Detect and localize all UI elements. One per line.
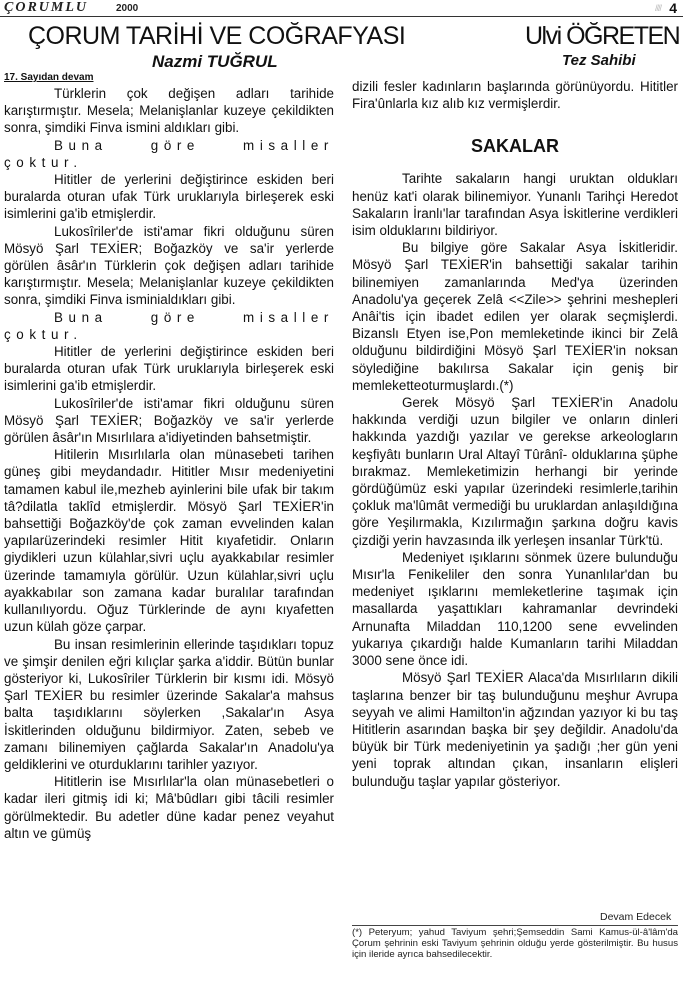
paragraph: Hititler de yerlerini değiştirince eskiden beri buralarda oturan ufak Türk uruklarıyla birleşerek eski isimlerini ga'ib etmişlerdir. [4,344,334,394]
paragraph: Türklerin çok değişen adları tarihide karıştırmıştır. Mesela; Melanişlanlar kuzeye çekildikten sonra, şimdiki Finva ismini aldıkları gibi. [4,86,334,136]
owner-role: Tez Sahibi [562,52,636,69]
paragraph: Mösyö Şarl TEXİER Alaca'da Mısırlıların dikili taşlarına benzer bir taş bulunduğunu meşhur Avrupa seyyah ve alimi Hamilton'in ağzından yazıyor ki bu taş Hititlerin asarından başka bir şey değildir. Anadolu'da büyük bir Türk medeniyetinin ya şadığı ;her gün yeni yeni toprak altından çıkan, insanların elişleri bulunduğu taşlar yapılar gösteriyor. [352,670,678,789]
paragraph: Buna göre misaller çoktur. [4,309,334,342]
footnote: (*) Peteryum; yahud Taviyum şehri;Şemseddin Sami Kamus-ül-â'lâm'da Çorum şehrinin eski Taviyum şehrinin olduğu yerde gösterilmiştir. Bu husus için ileride ayrıca bahsedilecektir. [352,927,678,960]
header-ornament: //// [654,3,661,13]
paragraph: Medeniyet ışıklarını sönmek üzere bulunduğu Mısır'la Fenikeliler den sonra Yunanlılar'dan bu medeniyet ışıklarını memleketlerine taşımak için masallarda yaşattıkları kahramanlar devrindeki Arnunafta Miladdan 110,1200 sene evvelinden yukarıya çıkardığı halde Kumanların tarihi Miladdan 3000 sene önce idi. [352,549,678,669]
paragraph: dizili fesler kadınların başlarında görünüyordu. Hititler Fira'ûnlarla kız alıb kız vermişlerdir. [352,79,678,112]
paragraph: Lukosîriler'de isti'amar fikri olduğunu süren Mösyö Şarl TEXİER; Boğazköy ve sa'ir yerlerde görülen âsâr'ın Mısırlılara a'idiyetinden bahsetmiştir. [4,395,334,446]
article-author: Nazmi TUĞRUL [152,52,278,71]
owner-name: Ulvi ÖĞRETEN [525,22,680,50]
page-number: 4 [669,0,677,16]
continued-from-note: 17. Sayıdan devam [4,72,94,83]
paragraph: Bu insan resimlerinin ellerinde taşıdıkları topuz ve şimşir denilen eğri kılıçlar şarka a'iddir. Bütün bunlar gösteriyor ki, Lukosîriler Türklerin bir kısmı idi. Mösyö Şarl TEXİER bu resimler üzerinde Sakalar'a mahsus balta taşıdıklarını söylerken ,Sakalar'ın Asya İskitlerinden olduğunu bildirmiyor. Zaten, sebeb ve zamanı bilinemiyen çağlarda Sakalar'ın Anadolu'ya geldiklerini ve oturduklarını tarihler yazıyor. [4,636,334,772]
paragraph: Gerek Mösyö Şarl TEXİER'in Anadolu hakkında verdiği uzun bilgiler ve onların dinleri hakkında yazdığı yazılar ve gerekse arkeologların keşfiyâtı bunların Ural Altayî Tûrânî- olduklarına şüphe bırakmaz. Memleketimizin herhangi bir yerinde gördüğümüz eski yapılar üzerindeki resimlerle,tarihin çokluk ma'lûmât vermediği bu uruklardan anlaşıldığına göre Yeşilırmakla, Kızılırmağın şarkına doğru kavis çizdiği yerin havzasında ilk yerleşen insanlar Türk'tü. [352,395,678,548]
paragraph: Tarihte sakaların hangi uruktan oldukları henüz kat'i olarak bilinemiyor. Yunanlı Tarihçi Heredot Sakaların İranlı'lar tarafından Asya İskitlerine verdikleri isim olduklarını bildiriyor. [352,171,678,239]
article-title: ÇORUM TARİHİ VE COĞRAFYASI [28,22,406,50]
paragraph: Hititlerin ise Mısırlılar'la olan münasebetleri o kadar ileri gitmiş idi ki; Mâ'bûdları gibi tâcili resimler görülmektedir. Bu adetler düne kadar penez veyahut altın ve gümüş [4,774,334,841]
section-heading: SAKALAR [471,136,559,157]
paragraph: Hitilerin Mısırlılarla olan münasebeti tarihen güneş gibi meydandadır. Hititler Mısır medeniyetini tamamen kabul ile,mezheb ayinlerini bile ufak bir takım tâ?dilatla taklîd etmişlerdir. Mösyö Şarl TEXİER'in bahsettiği Boğazköy'de çok zaman evvelinden kalan yapılarüzerindeki resimler Hitit kıyafetidir. Onların giydikleri uzun külahlar,sivri uçlu ayakkabılar resimler üzerinde tamamıyla görülür. Uzun külahlar,sivri uçlu ayakkabılar son zamana kadar buralılar tarafından kullanılıyordu. Oğuz Türklerinde de aynı kıyafetten uzun külah göze çarpar. [4,447,334,635]
header-divider [0,16,683,17]
issue-year: 2000 [116,3,139,14]
left-column [4,72,334,842]
footnote-divider [352,925,678,926]
newspaper-logo: ÇORUMLU [4,0,89,15]
page-header [0,0,683,18]
paragraph: Buna göre misaller çoktur. [4,137,334,170]
continue-note: Devam Edecek [600,911,672,923]
right-column [352,78,678,790]
paragraph: Lukosîriler'de isti'amar fikri olduğunu süren Mösyö Şarl TEXİER; Boğazköy ve sa'ir yerlerde görülen âsâr'ın Türklerin çok değişen adları tarihide karıştırmıştır. Mesela; Melanişlanlar kuzeye çekildikten sonra, şimdiki Finva isminialdıkları gibi. [4,223,334,308]
paragraph: Bu bilgiye göre Sakalar Asya İskitleridir. Mösyö Şarl TEXİER'in bahsettiği sakalar tarihin bilinemiyen zamanlarında Med'ya üzerinden Anadolu'ya geçerek Zelâ <<Zile>> şehrini meshepleri Anâi'tis için ibadet edilen yer olarak seçmişlerdi. Bizanslı Etyen ise,Pon memleketinde ikinci bir Zelâ olduğunu bildirdiğini Mösyö Şarl TEXİER'in noksan söylediğine bakılırsa Sakalar için geniş bir memleketteoturmuşlardı.(*) [352,240,678,393]
paragraph: Hititler de yerlerini değiştirince eskiden beri buralarda oturan ufak Türk uruklarıyla birleşerek eski isimlerini ga'ib etmişlerdir. [4,172,334,222]
